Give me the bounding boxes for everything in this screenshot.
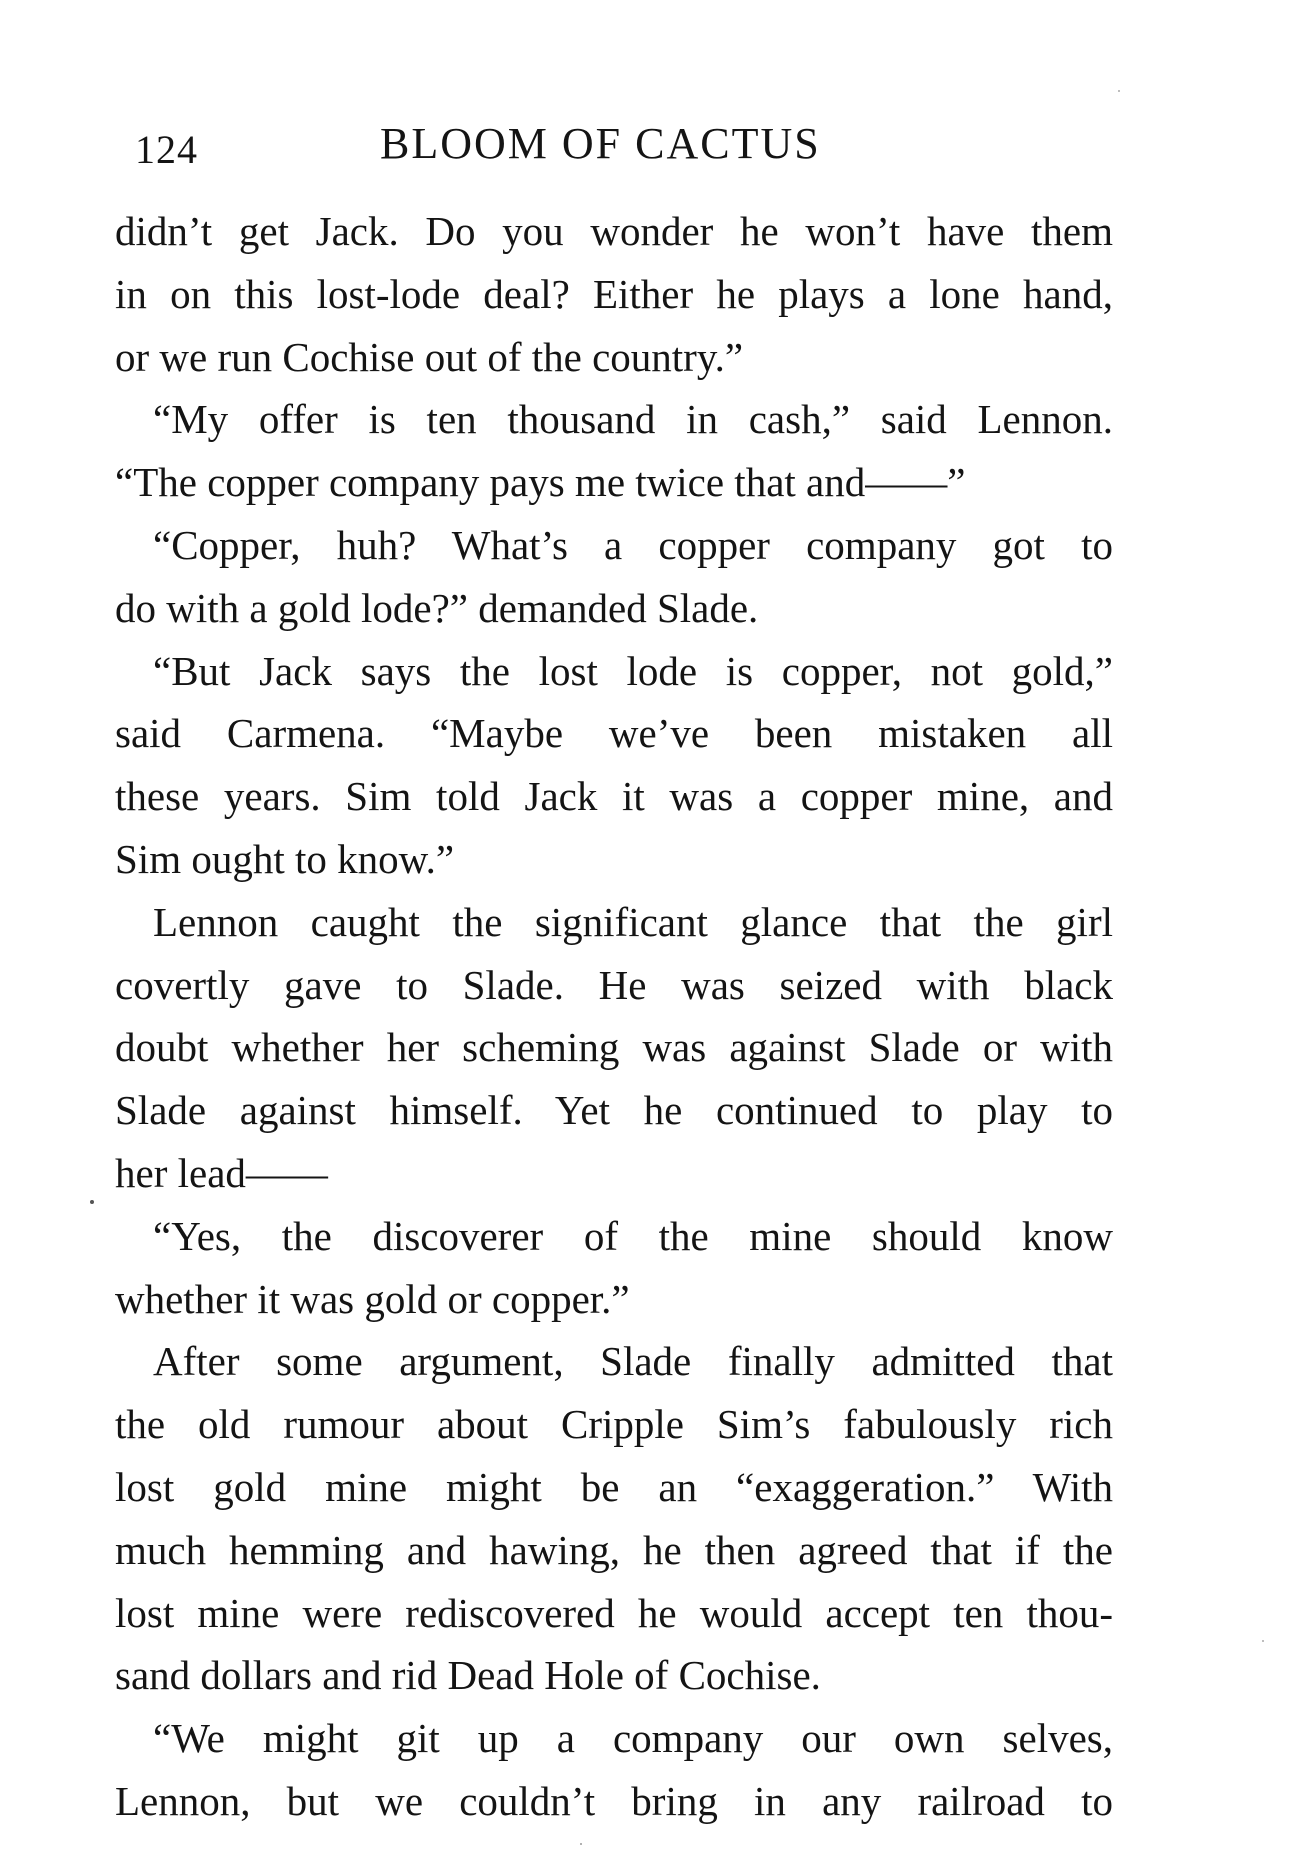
book-title: BLOOM OF CACTUS — [380, 119, 821, 168]
text-line: didn’t get Jack. Do you wonder he won’t have them — [115, 208, 1113, 254]
text-line: lost mine were rediscovered he would accept ten thou- — [115, 1589, 1113, 1636]
body-text — [115, 200, 1113, 1833]
text-line: the old rumour about Cripple Sim’s fabulously rich — [115, 1401, 1113, 1448]
text-line: covertly gave to Slade. He was seized with black — [115, 961, 1113, 1008]
text-line: Sim ought to know.” — [115, 835, 455, 882]
scan-speck — [90, 1200, 94, 1204]
text-line: “But Jack says the lost lode is copper, not gold,” — [153, 647, 1113, 694]
text-line: doubt whether her scheming was against Slade or with — [115, 1024, 1113, 1071]
text-line: or we run Cochise out of the country.” — [115, 333, 744, 380]
text-line: in on this lost-lode deal? Either he plays a lone hand, — [115, 270, 1113, 317]
text-line: “The copper company pays me twice that and——” — [115, 459, 966, 506]
scan-speck — [1118, 90, 1120, 92]
text-line: do with a gold lode?” demanded Slade. — [115, 584, 759, 631]
text-line: “We might git up a company our own selves, — [153, 1715, 1113, 1762]
text-line: sand dollars and rid Dead Hole of Cochise. — [115, 1652, 821, 1699]
text-line: “My offer is ten thousand in cash,” said Lennon. — [153, 396, 1113, 443]
text-line: “Yes, the discoverer of the mine should know — [153, 1212, 1113, 1259]
text-line: After some argument, Slade finally admitted that — [153, 1338, 1113, 1385]
text-line: Lennon caught the significant glance that the girl — [153, 898, 1113, 945]
scan-speck — [580, 1843, 582, 1845]
text-line: Lennon, but we couldn’t bring in any railroad to — [115, 1777, 1113, 1824]
text-line: Slade against himself. Yet he continued to play to — [115, 1087, 1113, 1134]
scan-speck — [1262, 1640, 1264, 1642]
running-head — [115, 118, 1115, 174]
text-line: said Carmena. “Maybe we’ve been mistaken all — [115, 710, 1113, 757]
text-line: “Copper, huh? What’s a copper company got to — [153, 521, 1113, 568]
page-number: 124 — [135, 127, 198, 172]
text-line: whether it was gold or copper.” — [115, 1275, 630, 1322]
text-line: her lead—— — [115, 1149, 328, 1196]
text-line: much hemming and hawing, he then agreed that if the — [115, 1526, 1113, 1573]
text-line: these years. Sim told Jack it was a copper mine, and — [115, 773, 1113, 820]
text-line: lost gold mine might be an “exaggeration.” With — [115, 1463, 1113, 1510]
